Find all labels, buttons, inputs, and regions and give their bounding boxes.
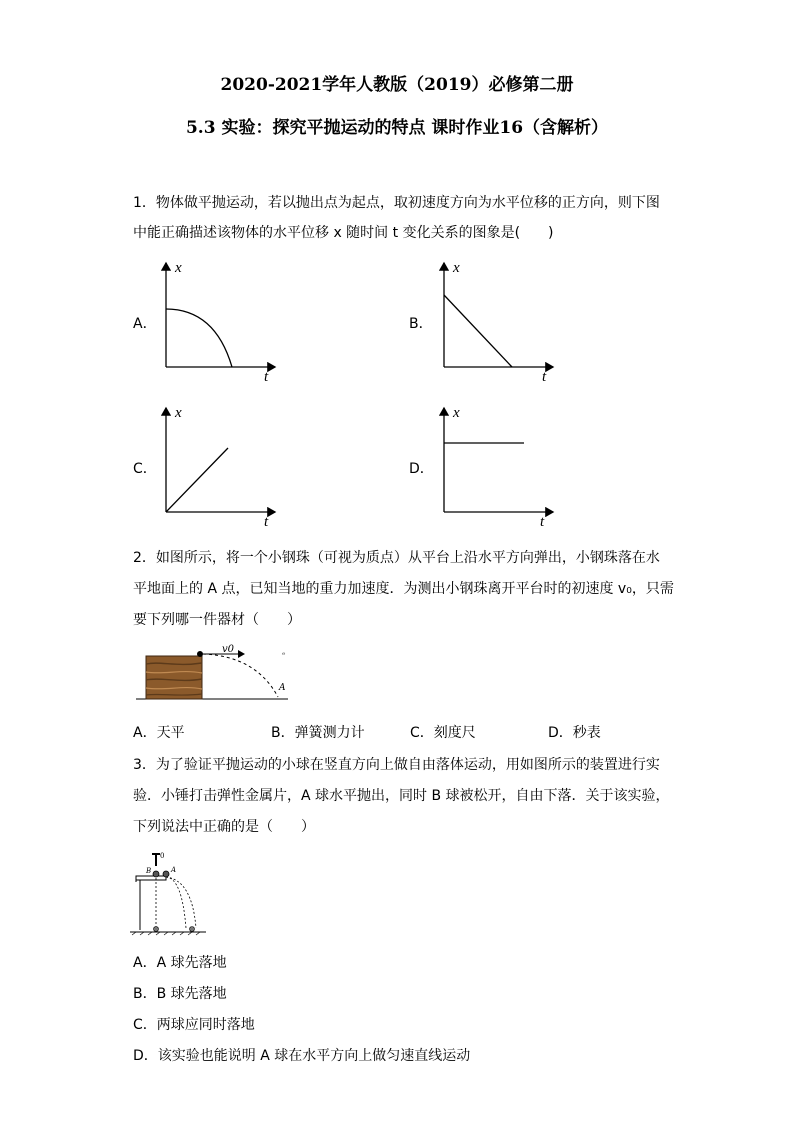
x-axis-label: t — [264, 514, 269, 530]
y-axis-label: x — [175, 260, 182, 276]
q2-option-b[interactable]: B．弹簧测力计 — [271, 725, 365, 741]
steel-ball — [197, 651, 203, 657]
y-axis-label: x — [175, 405, 182, 421]
ball-b-label: B — [146, 867, 152, 875]
q3-option-d[interactable]: D．该实验也能说明 A 球在水平方向上做匀速直线运动 — [133, 1048, 471, 1064]
curve — [166, 448, 228, 512]
q2-stem-line-1: 2．如图所示，将一个小钢珠（可视为质点）从平台上沿水平方向弹出，小钢珠落在水 — [133, 550, 660, 566]
q2-option-c[interactable]: C．刻度尺 — [410, 725, 476, 741]
platform-block — [146, 656, 202, 699]
trajectory — [203, 654, 278, 697]
x-axis-label: t — [540, 514, 545, 530]
q3-option-a[interactable]: A．A 球先落地 — [133, 955, 227, 971]
x-axis-label: t — [264, 369, 269, 385]
q1-option-c-label[interactable]: C． — [133, 461, 157, 477]
q3-stem-line-3: 下列说法中正确的是（ ） — [133, 819, 315, 835]
q2-stem-line-3: 要下列哪一件器材（ ） — [133, 612, 301, 628]
q1-graph-c[interactable] — [150, 400, 285, 530]
q1-option-a-label[interactable]: A． — [133, 316, 157, 332]
q3-option-c[interactable]: C．两球应同时落地 — [133, 1017, 255, 1033]
title-line-2: 5.3 实验：探究平抛运动的特点 课时作业16（含解析） — [185, 118, 609, 138]
q1-graph-a[interactable] — [150, 255, 285, 385]
q1-graph-b[interactable] — [428, 255, 563, 385]
q3-stem-line-1: 3．为了验证平抛运动的小球在竖直方向上做自由落体运动，用如图所示的装置进行实 — [133, 757, 660, 773]
ball-a-label: A — [171, 866, 177, 874]
q1-graph-d[interactable] — [428, 400, 563, 530]
q1-option-b-label[interactable]: B． — [409, 316, 433, 332]
q1-stem-line-2: 中能正确描述该物体的水平位移 x 随时间 t 变化关系的图象是( ) — [133, 225, 554, 241]
curve — [166, 309, 232, 367]
ball-b — [153, 871, 159, 877]
svg-text:ᵉ: ᵉ — [282, 651, 286, 661]
svg-text:0: 0 — [160, 852, 165, 860]
q2-option-d[interactable]: D．秒表 — [548, 725, 601, 741]
q3-stem-line-2: 验．小锤打击弹性金属片，A 球水平抛出，同时 B 球被松开，自由下落．关于该实验， — [133, 788, 670, 804]
y-axis-label: x — [453, 260, 460, 276]
title-line-1: 2020-2021学年人教版（2019）必修第二册 — [220, 75, 574, 95]
q3-figure-apparatus — [130, 848, 210, 938]
q3-option-b[interactable]: B．B 球先落地 — [133, 986, 227, 1002]
y-axis-label: x — [453, 405, 460, 421]
curve — [444, 295, 512, 367]
q2-option-a[interactable]: A．天平 — [133, 725, 185, 741]
q2-figure-platform — [136, 642, 296, 704]
q2-stem-line-2: 平地面上的 A 点，已知当地的重力加速度．为测出小钢珠离开平台时的初速度 v₀，只需 — [133, 581, 674, 597]
q1-option-d-label[interactable]: D． — [409, 461, 434, 477]
ball-a — [163, 871, 169, 877]
x-axis-label: t — [542, 369, 547, 385]
q1-stem-line-1: 1．物体做平抛运动，若以抛出点为起点，取初速度方向为水平位移的正方向，则下图 — [133, 195, 660, 211]
point-a-label: A — [279, 683, 286, 693]
v0-label: v0 — [222, 644, 235, 655]
